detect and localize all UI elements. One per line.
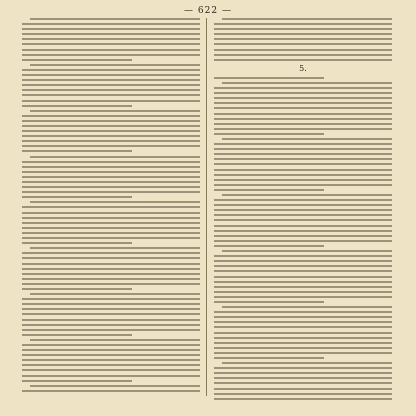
- unreadable-text-line: [214, 23, 392, 25]
- text-column-right: [214, 18, 392, 396]
- unreadable-text-line: [22, 38, 200, 40]
- unreadable-text-line: [214, 225, 392, 227]
- unreadable-text-line: [222, 82, 392, 84]
- unreadable-text-line: [22, 94, 200, 96]
- unreadable-text-line: [22, 166, 200, 168]
- unreadable-text-line: [22, 369, 200, 371]
- unreadable-text-line: [30, 293, 200, 295]
- unreadable-text-line: [214, 301, 324, 303]
- unreadable-text-line: [22, 145, 200, 147]
- unreadable-text-line: [22, 79, 200, 81]
- unreadable-text-line: [214, 260, 392, 262]
- unreadable-text-line: [214, 255, 392, 257]
- unreadable-text-line: [22, 186, 200, 188]
- unreadable-text-line: [22, 329, 200, 331]
- unreadable-text-line: [222, 138, 392, 140]
- unreadable-text-line: [214, 143, 392, 145]
- page-number: — 622 —: [184, 6, 232, 16]
- unreadable-text-line: [30, 339, 200, 341]
- unreadable-text-line: [22, 324, 200, 326]
- unreadable-text-line: [22, 319, 200, 321]
- unreadable-text-line: [22, 130, 200, 132]
- unreadable-text-line: [214, 158, 392, 160]
- unreadable-text-line: [222, 250, 392, 252]
- unreadable-text-line: [214, 281, 392, 283]
- unreadable-text-line: [222, 362, 392, 364]
- unreadable-text-line: [214, 38, 392, 40]
- unreadable-text-line: [22, 84, 200, 86]
- unreadable-text-line: [22, 364, 200, 366]
- unreadable-text-line: [22, 349, 200, 351]
- unreadable-text-line: [214, 214, 392, 216]
- unreadable-text-line: [222, 194, 392, 196]
- unreadable-text-line: [22, 54, 200, 56]
- unreadable-text-line: [22, 263, 200, 265]
- unreadable-text-line: [214, 367, 392, 369]
- unreadable-text-line: [22, 150, 132, 152]
- unreadable-text-line: [222, 18, 392, 20]
- unreadable-text-line: [214, 28, 392, 30]
- unreadable-text-line: [214, 54, 392, 56]
- unreadable-text-line: [214, 372, 392, 374]
- unreadable-text-line: [22, 298, 200, 300]
- unreadable-text-line: [214, 347, 392, 349]
- unreadable-text-line: [22, 359, 200, 361]
- unreadable-text-line: [214, 148, 392, 150]
- unreadable-text-line: [22, 380, 132, 382]
- unreadable-text-line: [22, 212, 200, 214]
- unreadable-text-line: [214, 209, 392, 211]
- unreadable-text-line: [214, 357, 324, 359]
- unreadable-text-line: [30, 110, 200, 112]
- unreadable-text-line: [214, 199, 392, 201]
- unreadable-text-line: [214, 87, 392, 89]
- section-marker: 5.: [299, 63, 307, 73]
- unreadable-text-line: [22, 105, 132, 107]
- unreadable-text-line: [22, 232, 200, 234]
- unreadable-text-line: [214, 270, 392, 272]
- unreadable-text-line: [22, 140, 200, 142]
- unreadable-text-line: [214, 311, 392, 313]
- unreadable-text-line: [214, 43, 392, 45]
- unreadable-text-line: [214, 97, 392, 99]
- unreadable-text-line: [22, 181, 200, 183]
- unreadable-text-line: [214, 377, 392, 379]
- unreadable-text-line: [214, 245, 324, 247]
- unreadable-text-line: [22, 278, 200, 280]
- unreadable-text-line: [22, 206, 200, 208]
- unreadable-text-line: [22, 303, 200, 305]
- unreadable-text-line: [22, 308, 200, 310]
- unreadable-text-line: [30, 18, 200, 20]
- unreadable-text-line: [214, 184, 392, 186]
- unreadable-text-line: [30, 64, 200, 66]
- unreadable-text-line: [214, 265, 392, 267]
- unreadable-text-line: [22, 354, 200, 356]
- unreadable-text-line: [22, 23, 200, 25]
- unreadable-text-line: [22, 217, 200, 219]
- unreadable-text-line: [214, 291, 392, 293]
- unreadable-text-line: [22, 89, 200, 91]
- unreadable-text-line: [22, 375, 200, 377]
- unreadable-text-line: [22, 33, 200, 35]
- unreadable-text-line: [22, 59, 132, 61]
- unreadable-text-line: [22, 242, 132, 244]
- unreadable-text-line: [30, 156, 200, 158]
- unreadable-text-line: [222, 306, 392, 308]
- unreadable-text-line: [22, 171, 200, 173]
- unreadable-text-line: [22, 74, 200, 76]
- unreadable-text-line: [22, 135, 200, 137]
- unreadable-text-line: [214, 107, 392, 109]
- unreadable-text-line: [214, 113, 392, 115]
- unreadable-text-line: [214, 133, 324, 135]
- unreadable-text-line: [214, 332, 392, 334]
- unreadable-text-line: [214, 316, 392, 318]
- unreadable-text-line: [30, 385, 200, 387]
- unreadable-text-line: [22, 390, 200, 392]
- unreadable-text-line: [22, 43, 200, 45]
- unreadable-text-line: [214, 321, 392, 323]
- unreadable-text-line: [22, 176, 200, 178]
- unreadable-text-line: [214, 352, 392, 354]
- unreadable-text-line: [22, 125, 200, 127]
- unreadable-text-line: [214, 49, 392, 51]
- unreadable-text-line: [22, 283, 200, 285]
- unreadable-text-line: [214, 153, 392, 155]
- unreadable-text-line: [214, 388, 392, 390]
- unreadable-text-line: [22, 334, 132, 336]
- unreadable-text-line: [214, 219, 392, 221]
- unreadable-text-line: [214, 235, 392, 237]
- unreadable-text-line: [22, 69, 200, 71]
- unreadable-text-line: [214, 92, 392, 94]
- unreadable-text-line: [214, 296, 392, 298]
- text-column-left: [22, 18, 200, 396]
- unreadable-text-line: [214, 337, 392, 339]
- unreadable-text-line: [30, 247, 200, 249]
- unreadable-text-line: [214, 59, 392, 61]
- unreadable-text-line: [22, 115, 200, 117]
- unreadable-text-line: [22, 161, 200, 163]
- unreadable-text-line: [214, 240, 392, 242]
- unreadable-text-line: [22, 268, 200, 270]
- unreadable-text-line: [22, 49, 200, 51]
- unreadable-text-line: [22, 120, 200, 122]
- unreadable-text-line: [214, 230, 392, 232]
- unreadable-text-line: [214, 286, 392, 288]
- unreadable-text-line: [22, 191, 200, 193]
- unreadable-text-line: [214, 393, 392, 395]
- unreadable-text-line: [22, 273, 200, 275]
- unreadable-text-line: [22, 313, 200, 315]
- unreadable-text-line: [214, 179, 392, 181]
- unreadable-text-line: [214, 123, 392, 125]
- unreadable-text-line: [22, 100, 200, 102]
- unreadable-text-line: [214, 204, 392, 206]
- unreadable-text-line: [30, 201, 200, 203]
- unreadable-text-line: [22, 252, 200, 254]
- unreadable-text-line: [22, 257, 200, 259]
- unreadable-text-line: [214, 398, 392, 400]
- unreadable-text-line: [214, 189, 324, 191]
- unreadable-text-line: [214, 174, 392, 176]
- unreadable-text-line: [22, 288, 132, 290]
- unreadable-text-line: [214, 77, 324, 79]
- unreadable-text-line: [214, 326, 392, 328]
- unreadable-text-line: [22, 196, 132, 198]
- unreadable-text-line: [214, 128, 392, 130]
- unreadable-text-line: [214, 342, 392, 344]
- unreadable-text-line: [214, 382, 392, 384]
- unreadable-text-line: [214, 169, 392, 171]
- column-divider: [206, 18, 207, 396]
- unreadable-text-line: [22, 28, 200, 30]
- unreadable-text-line: [22, 237, 200, 239]
- unreadable-text-line: [214, 118, 392, 120]
- unreadable-text-line: [214, 163, 392, 165]
- unreadable-text-line: [22, 227, 200, 229]
- unreadable-text-line: [214, 33, 392, 35]
- unreadable-text-line: [22, 222, 200, 224]
- unreadable-text-line: [22, 344, 200, 346]
- unreadable-text-line: [214, 102, 392, 104]
- unreadable-text-line: [214, 276, 392, 278]
